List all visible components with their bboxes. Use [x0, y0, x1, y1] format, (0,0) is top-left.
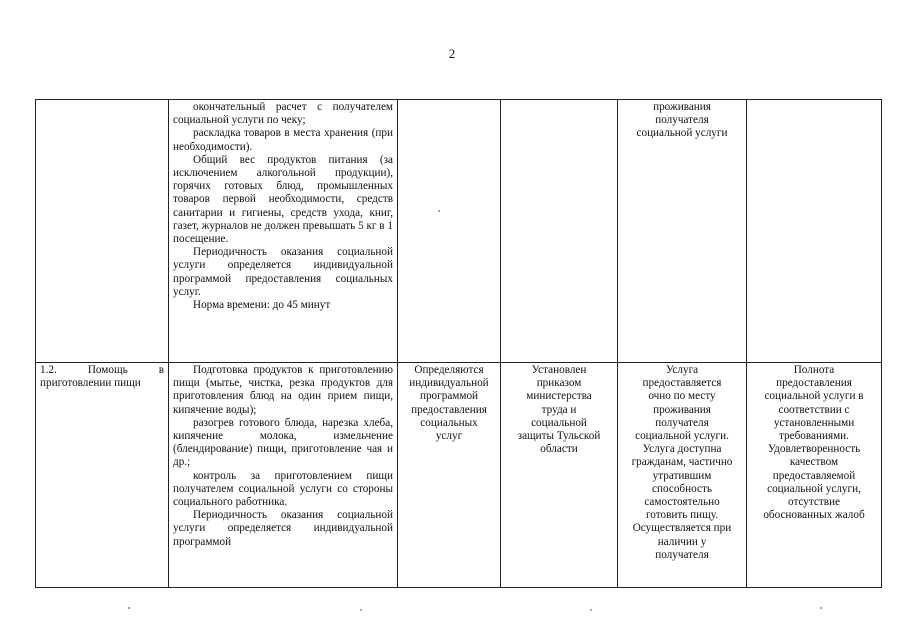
- text-line: услуг: [435, 430, 463, 443]
- text-line: приказом: [536, 377, 582, 390]
- text-line: социальной услуги: [636, 127, 728, 140]
- service-content-text: [173, 364, 393, 549]
- text-line: социальной услуги,: [767, 482, 861, 495]
- text-line: обоснованных жалоб: [763, 509, 865, 522]
- paragraph: Подготовка продуктов к приготовлению пищи (мытье, чистка, резка продуктов для приготовления блюд на один прием пищи, кипячение воды);: [173, 364, 393, 416]
- services-table: [35, 99, 882, 588]
- paragraph: Общий вес продуктов питания (за исключением алкогольной продукции), горячих готовых блюд, промышленных товаров первой необходимости, средств санитарии и гигиены, средств ухода, книг, газет, журналов не должен превышать 5 кг в 1 посещение.: [173, 153, 393, 246]
- service-content-text: [173, 101, 393, 312]
- page-number: 2: [448, 46, 456, 61]
- text-line: получателя: [655, 548, 709, 561]
- text-line: социальной услуги в: [764, 390, 864, 403]
- text-line: требованиями.: [779, 430, 849, 443]
- conditions-text: [622, 101, 742, 141]
- text-line: наличии у: [657, 535, 707, 548]
- text-line: проживания: [653, 403, 711, 416]
- conditions-cell: [618, 100, 747, 363]
- text-line: труда и: [541, 403, 577, 416]
- text-line: соответствии с: [778, 403, 850, 416]
- paragraph: Периодичность оказания социальной услуги определяется индивидуальной программой предоставления социальных услуг.: [173, 246, 393, 298]
- text-line: способность: [652, 482, 712, 495]
- text-line: социальной услуги.: [635, 430, 729, 443]
- text-line: министерства: [526, 390, 592, 403]
- tariff-cell: [501, 100, 618, 363]
- text-line: Определяются: [414, 364, 484, 376]
- service-content-cell: [169, 100, 398, 363]
- table-row: [36, 363, 882, 588]
- conditions-cell: [618, 363, 747, 588]
- text-line: отсутствие: [788, 496, 840, 509]
- text-line: предоставляется: [642, 377, 722, 390]
- paragraph: контроль за приготовлением пищи получателем социальной услуги со стороны социального работника.: [173, 469, 393, 509]
- text-line: области: [540, 443, 578, 456]
- text-line: программой: [419, 390, 479, 403]
- text-line: установленными: [773, 416, 855, 429]
- volume-cell: [398, 363, 501, 588]
- text-line: самостоятельно: [644, 496, 720, 509]
- text-line: предоставления: [776, 377, 852, 390]
- quality-cell: [747, 363, 882, 588]
- text-line: Полнота: [793, 364, 835, 376]
- text-line: Удовлетворенность: [767, 443, 861, 456]
- text-line: индивидуальной: [409, 377, 489, 390]
- paragraph: раскладка товаров в места хранения (при необходимости).: [173, 127, 393, 153]
- text-line: получателя: [655, 416, 709, 429]
- volume-text: [402, 364, 496, 443]
- text-line: гражданам, частично: [631, 456, 733, 469]
- quality-text: [751, 364, 877, 522]
- text-line: Осуществляется при: [632, 522, 732, 535]
- text-line: защиты Тульской: [517, 430, 601, 443]
- service-name-cell: [36, 363, 169, 588]
- text-line: предоставления: [411, 403, 487, 416]
- text-line: готовить пищу.: [645, 509, 718, 522]
- text-line: проживания: [653, 101, 711, 113]
- text-line: Услуга: [665, 364, 699, 376]
- text-line: утратившим: [652, 469, 712, 482]
- text-line: социальных: [420, 416, 478, 429]
- volume-cell: [398, 100, 501, 363]
- paragraph: разогрев готового блюда, нарезка хлеба, кипячение молока, измельчение (блендирование) пищи, приготовление чая и др.;: [173, 416, 393, 469]
- text-line: качеством: [789, 456, 839, 469]
- service-name: 1.2. Помощь в приготовлении пищи: [40, 364, 164, 390]
- text-line: предоставляемой: [772, 469, 856, 482]
- text-line: социальной: [531, 416, 587, 429]
- conditions-text: [622, 364, 742, 562]
- paragraph: Периодичность оказания социальной услуги определяется индивидуальной программой: [173, 509, 393, 548]
- table-row: [36, 100, 882, 363]
- quality-cell: [747, 100, 882, 363]
- text-line: Установлен: [531, 364, 587, 376]
- paragraph: Норма времени: до 45 минут: [193, 299, 331, 312]
- text-line: Услуга доступна: [642, 443, 722, 456]
- service-content-cell: [169, 363, 398, 588]
- paragraph: окончательный расчет с получателем социальной услуги по чеку;: [173, 101, 393, 127]
- tariff-cell: [501, 363, 618, 588]
- text-line: очно по месту: [648, 390, 716, 403]
- tariff-text: [505, 364, 613, 456]
- text-line: получателя: [655, 114, 709, 127]
- service-name-cell: [36, 100, 169, 363]
